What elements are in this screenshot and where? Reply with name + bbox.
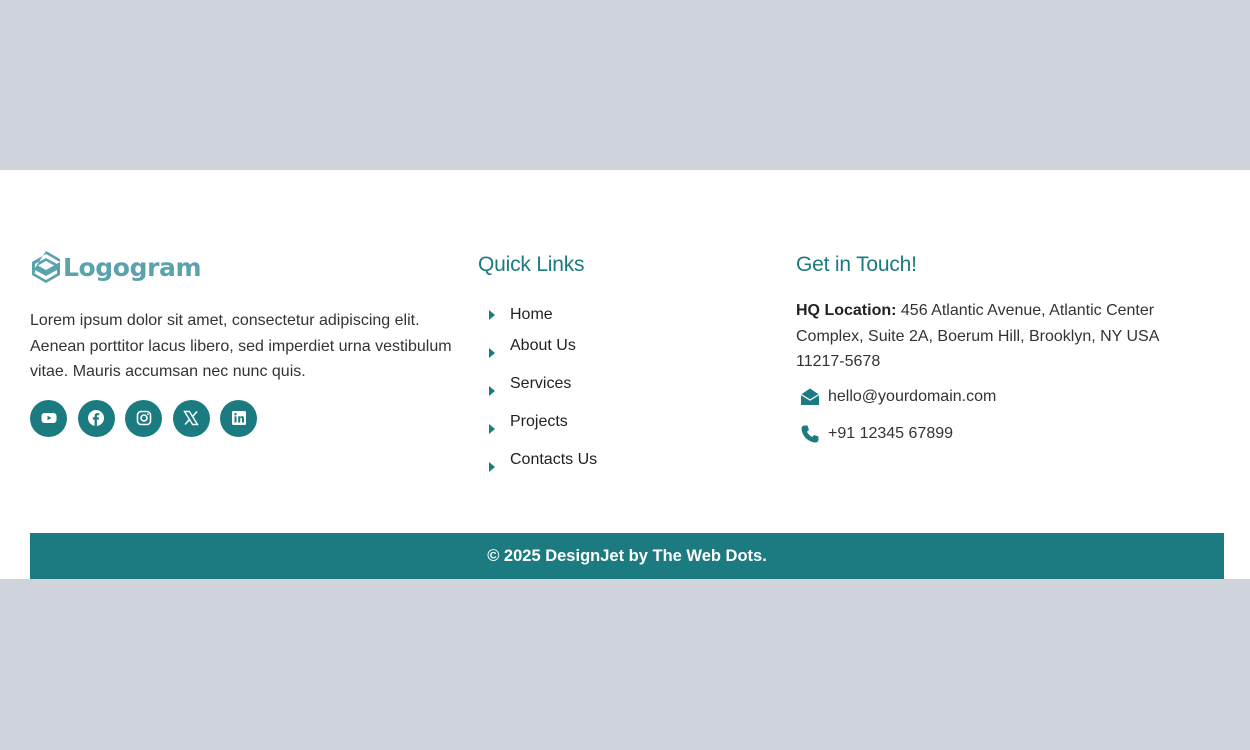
quick-link-home[interactable]	[478, 296, 758, 334]
hq-location	[796, 298, 1196, 375]
youtube-button[interactable]	[30, 400, 67, 437]
quick-link-label: Home	[510, 306, 553, 323]
facebook-button[interactable]	[78, 400, 115, 437]
linkedin-icon	[230, 409, 248, 427]
contact-heading: Get in Touch!	[796, 253, 917, 276]
caret-right-icon	[488, 461, 496, 473]
caret-right-icon	[488, 385, 496, 397]
logo-text: Logogram	[63, 252, 202, 282]
hq-location-label: HQ Location:	[796, 302, 897, 319]
phone-text: +91 12345 67899	[828, 424, 954, 442]
caret-right-icon	[488, 423, 496, 435]
facebook-icon	[87, 409, 105, 427]
quick-link-projects[interactable]	[478, 410, 758, 448]
quick-link-services[interactable]	[478, 372, 758, 410]
social-links	[30, 400, 460, 437]
quick-link-contacts-us[interactable]	[478, 448, 758, 486]
logogram-hexagon-icon	[30, 250, 62, 284]
copyright-text: © 2025 DesignJet by The Web Dots.	[487, 546, 767, 565]
instagram-button[interactable]	[125, 400, 162, 437]
hq-address: 456 Atlantic Avenue, Atlantic Center Complex, Suite 2A, Boerum Hill, Brooklyn, NY USA 11217-5678	[796, 302, 1159, 370]
footer-brand-column	[30, 249, 460, 437]
email-link[interactable]	[796, 387, 1196, 407]
instagram-icon	[135, 409, 153, 427]
phone-icon	[800, 424, 820, 444]
caret-right-icon	[488, 347, 496, 359]
quick-link-label: Services	[510, 375, 572, 392]
quick-links-list	[478, 296, 758, 486]
youtube-icon	[40, 409, 58, 427]
quick-link-about-us[interactable]	[478, 334, 758, 372]
footer-about-text: Lorem ipsum dolor sit amet, consectetur adipiscing elit. Aenean porttitor lacus libero, sed imperdiet urna vestibulum vitae. Mauris accumsan nec nunc quis.	[30, 312, 452, 380]
site-footer	[0, 170, 1250, 579]
caret-right-icon	[488, 309, 496, 321]
quick-links-heading: Quick Links	[478, 253, 585, 276]
x-button[interactable]	[173, 400, 210, 437]
email-text: hello@yourdomain.com	[828, 387, 997, 405]
footer-contact-column	[796, 250, 1196, 444]
phone-link[interactable]	[796, 424, 1196, 444]
footer-quick-links-column	[478, 250, 758, 486]
linkedin-button[interactable]	[220, 400, 257, 437]
quick-link-label: Contacts Us	[510, 451, 598, 468]
logo[interactable]	[30, 249, 460, 285]
x-twitter-icon	[182, 409, 200, 427]
quick-link-label: Projects	[510, 413, 568, 430]
quick-link-label: About Us	[510, 337, 576, 354]
envelope-open-icon	[800, 387, 820, 407]
copyright-bar	[30, 533, 1224, 579]
